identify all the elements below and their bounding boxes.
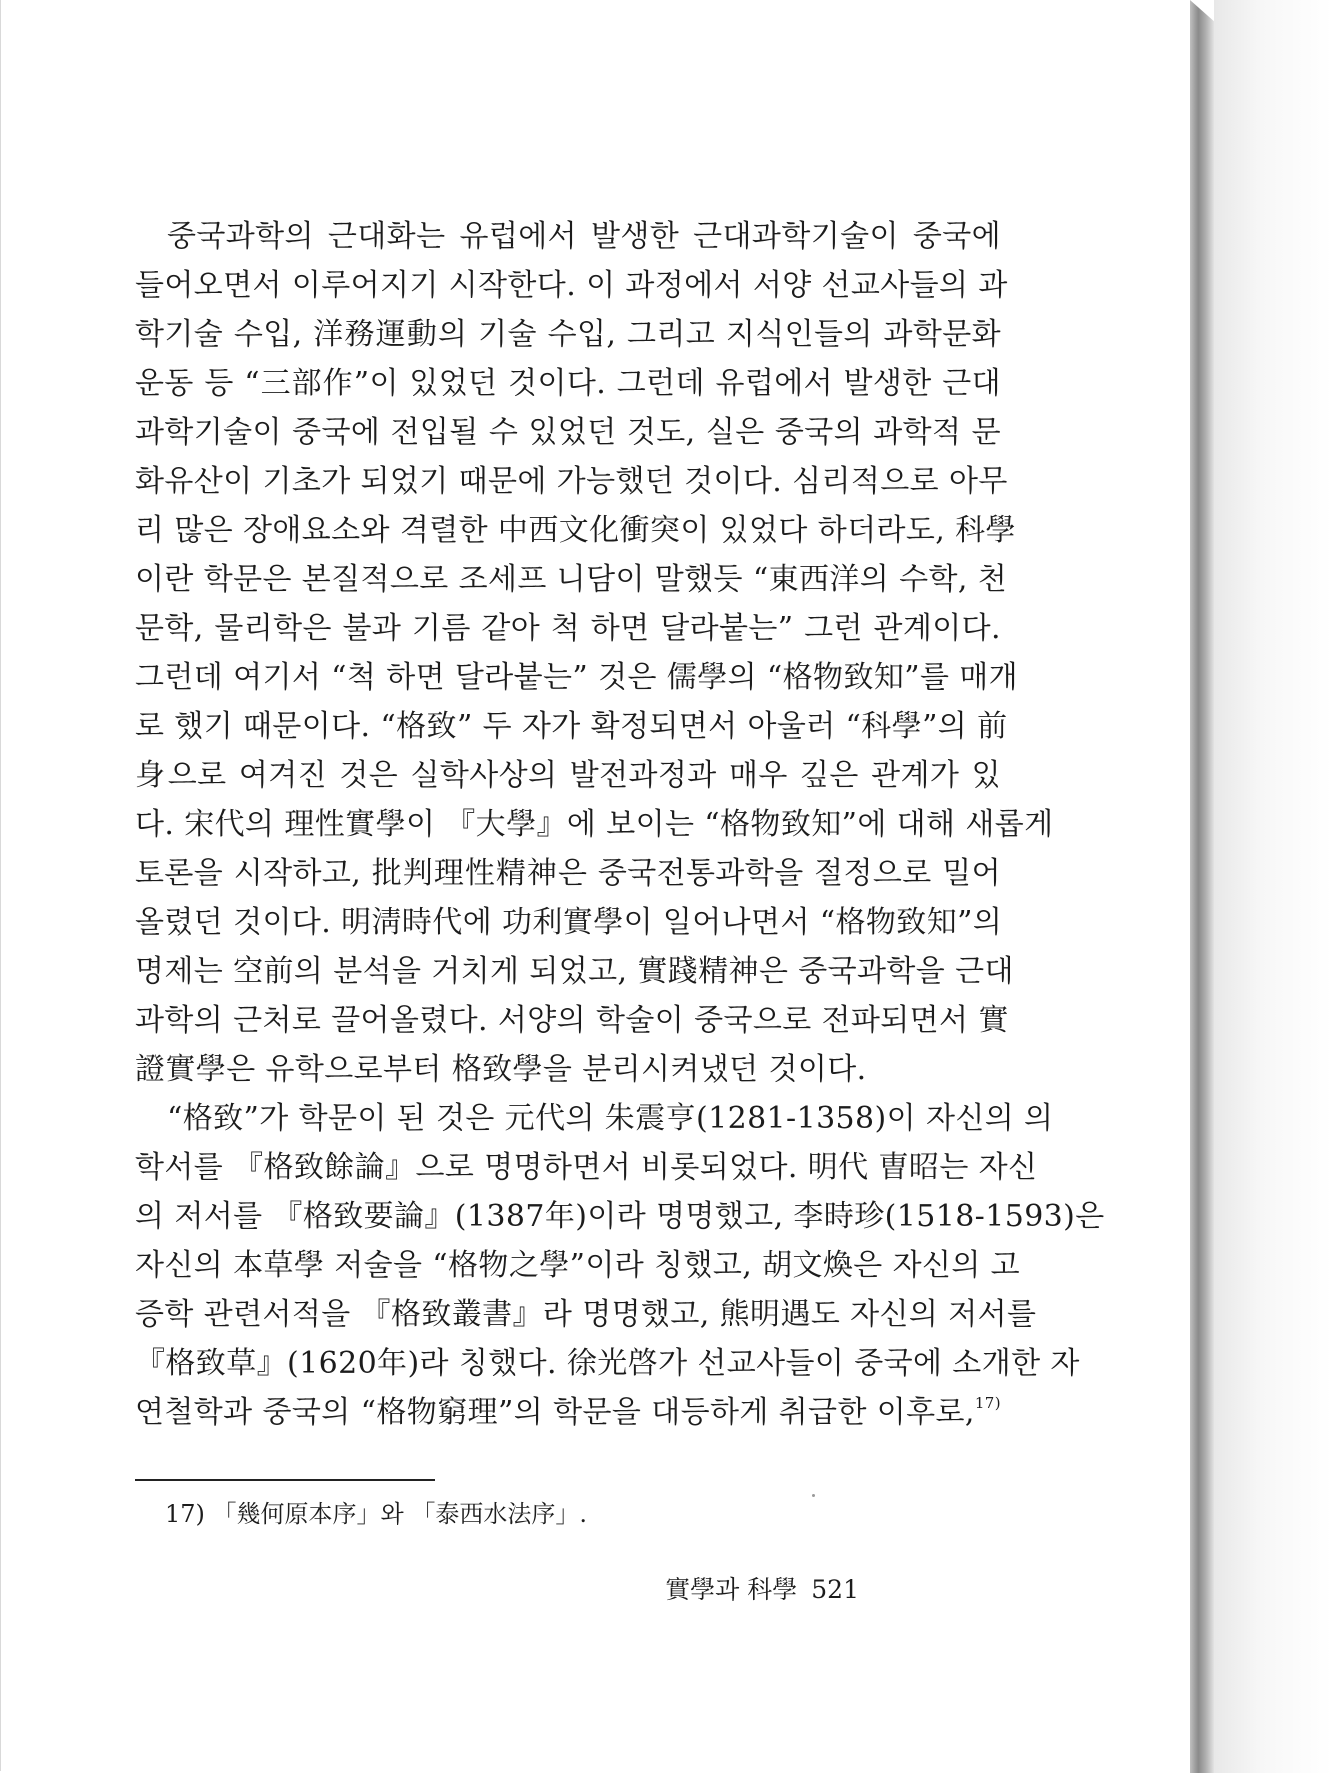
running-title: 實學과 科學 <box>665 1575 798 1604</box>
footnote-reference[interactable]: 17) <box>974 1394 1001 1412</box>
text-line: “格致”가 학문이 된 것은 元代의 朱震亨(1281-1358)이 자신의 의 <box>167 1101 1054 1136</box>
text-line: 다. 宋代의 理性實學이 『大學』에 보이는 “格物致知”에 대해 새롭게 <box>135 807 1054 842</box>
running-footer <box>665 1574 859 1606</box>
text-line: 학기술 수입, 洋務運動의 기술 수입, 그리고 지식인들의 과학문화 <box>135 317 1001 352</box>
text-line: 리 많은 장애요소와 격렬한 中西文化衝突이 있었다 하더라도, 科學 <box>135 513 1016 548</box>
text-line: 명제는 空前의 분석을 거치게 되었고, 實踐精神은 중국과학을 근대 <box>135 954 1014 989</box>
text-line <box>135 1388 1001 1437</box>
text-line: 로 했기 때문이다. “格致” 두 자가 확정되면서 아울러 “科學”의 前 <box>135 709 1008 744</box>
page-edge <box>1190 0 1214 1773</box>
text-line: 들어오면서 이루어지기 시작한다. 이 과정에서 서양 선교사들의 과 <box>135 268 1008 303</box>
text-line: 올렸던 것이다. 明淸時代에 功利實學이 일어나면서 “格物致知”의 <box>135 905 1003 940</box>
text-line-content: 연철학과 중국의 “格物窮理”의 학문을 대등하게 취급한 이후로, <box>135 1395 975 1430</box>
text-line: 과학의 근처로 끌어올렸다. 서양의 학술이 중국으로 전파되면서 實 <box>135 1003 1009 1038</box>
text-line: 자신의 本草學 저술을 “格物之學”이라 칭했고, 胡文煥은 자신의 고 <box>135 1248 1021 1283</box>
text-line: 身으로 여겨진 것은 실학사상의 발전과정과 매우 깊은 관계가 있 <box>135 758 1001 793</box>
text-line: 중국과학의 근대화는 유럽에서 발생한 근대과학기술이 중국에 <box>167 219 1001 254</box>
text-line: 의 저서를 『格致要論』(1387年)이라 명명했고, 李時珍(1518-1593)은 <box>135 1199 1105 1234</box>
page-shadow <box>1214 0 1332 1773</box>
scan-speck <box>812 1494 815 1497</box>
body-text <box>135 212 1105 1437</box>
text-line: 그런데 여기서 “척 하면 달라붙는” 것은 儒學의 “格物致知”를 매개 <box>135 660 1019 695</box>
page-number: 521 <box>811 1575 859 1604</box>
text-line: 이란 학문은 본질적으로 조세프 니담이 말했듯 “東西洋의 수학, 천 <box>135 562 1008 597</box>
text-line: 화유산이 기초가 되었기 때문에 가능했던 것이다. 심리적으로 아무 <box>135 464 1008 499</box>
text-line: 『格致草』(1620年)라 칭했다. 徐光啓가 선교사들이 중국에 소개한 자 <box>135 1346 1080 1381</box>
text-line: 학서를 『格致餘論』으로 명명하면서 비롯되었다. 明代 曺昭는 자신 <box>135 1150 1038 1185</box>
text-line: 증학 관련서적을 『格致叢書』라 명명했고, 熊明遇도 자신의 저서를 <box>135 1297 1037 1332</box>
footnote-divider <box>135 1479 435 1481</box>
text-line: 문학, 물리학은 불과 기름 같아 척 하면 달라붙는” 그런 관계이다. <box>135 611 1001 646</box>
footnote: 17) 「幾何原本序」와 「泰西水法序」. <box>165 1500 587 1528</box>
text-line: 운동 등 “三部作”이 있었던 것이다. 그런데 유럽에서 발생한 근대 <box>135 366 1001 401</box>
text-line: 과학기술이 중국에 전입될 수 있었던 것도, 실은 중국의 과학적 문 <box>135 415 1001 450</box>
text-line: 토론을 시작하고, 批判理性精神은 중국전통과학을 절정으로 밀어 <box>135 856 1001 891</box>
text-line: 證實學은 유학으로부터 格致學을 분리시켜냈던 것이다. <box>135 1052 867 1087</box>
